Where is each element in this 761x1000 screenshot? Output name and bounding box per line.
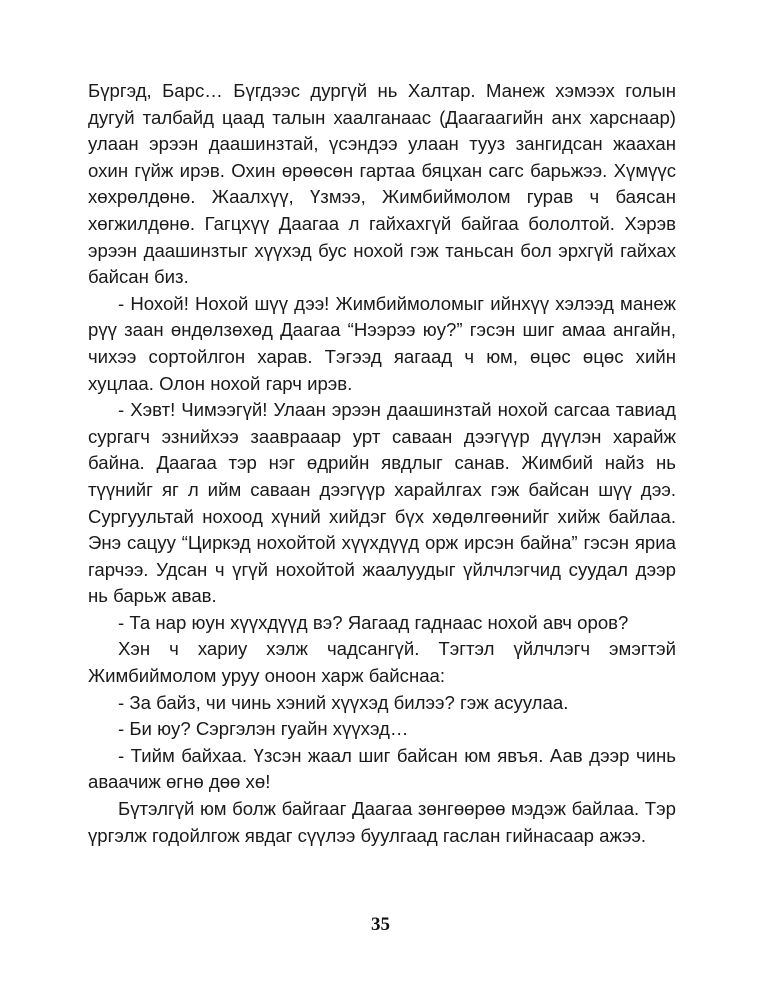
paragraph-7: - Би юу? Сэргэлэн гуайн хүүхэд… <box>118 718 409 740</box>
body-text <box>88 78 676 849</box>
paragraph-3: - Хэвт! Чимээгүй! Улаан эрээн даашинзтай нохой сагсаа тавиад сургагч эзнийхээ зааврааар урт саваан дээгүүр дүүлэн харайж байна. Даагаа тэр нэг өдрийн явдлыг санав. Жимбий найз нь түүнийг яг л ийм саваан дээгүүр харайлгах гэж байсан шүү дээ. Сургуультай нохоод хүний хийдэг бүх хөдөлгөөнийг хийж байлаа. Энэ сацуу “Циркэд нохойтой хүүхдүүд орж ирсэн байна” гэсэн яриа гарчээ. Удсан ч үгүй нохойтой жаалуудыг үйлчлэгчид суудал дээр нь барьж авав. <box>88 399 676 607</box>
paragraph-4: - Та нар юун хүүхдүүд вэ? Яагаад гаднаас нохой авч оров? <box>118 611 629 633</box>
paragraph-5: Хэн ч хариу хэлж чадсангүй. Тэгтэл үйлчлэгч эмэгтэй Жимбиймолом уруу оноон харж байснаа: <box>88 638 676 687</box>
paragraph-8: - Тийм байхаа. Үзсэн жаал шиг байсан юм явъя. Аав дээр чинь аваачиж өгнө дөө хө! <box>88 744 676 793</box>
paragraph-1: Бүргэд, Барс… Бүгдээс дургүй нь Халтар. Манеж хэмээх голын дугуй талбайд цаад талын хаалганаас (Даагаагийн анх харснаар) улаан эрээн даашинзтай, үсэндээ улаан тууз зангидсан жаахан охин гүйж ирэв. Охин өрөөсөн гартаа бяцхан сагс барьжээ. Хүмүүс хөхрөлдөнө. Жаалхүү, Үзмээ, Жимбиймолом гурав ч баясан хөгжилдөнө. Гагцхүү Даагаа л гайхахгүй байгаа бололтой. Хэрэв эрээн даашинзтыг хүүхэд бус нохой гэж таньсан бол эрхгүй гайхах байсан биз. <box>88 80 676 288</box>
paragraph-9: Бүтэлгүй юм болж байгааг Даагаа зөнгөөрөө мэдэж байлаа. Тэр үргэлж годойлгож явдаг сүүлээ буулгаад гаслан гийнасаар ажээ. <box>88 798 676 846</box>
paragraph-2: - Нохой! Нохой шүү дээ! Жимбиймоломыг ийнхүү хэлээд манеж рүү заан өндөлзөхөд Даагаа “Нээрээ юу?” гэсэн шиг амаа ангайн, чихээ сортойлгон харав. Тэгээд яагаад ч юм, өцөс өцөс хийн хуцлаа. Олон нохой гарч ирэв. <box>88 292 676 394</box>
page-number: 35 <box>371 914 390 935</box>
paragraph-6: - За байз, чи чинь хэний хүүхэд билээ? гэж асуулаа. <box>118 691 569 713</box>
